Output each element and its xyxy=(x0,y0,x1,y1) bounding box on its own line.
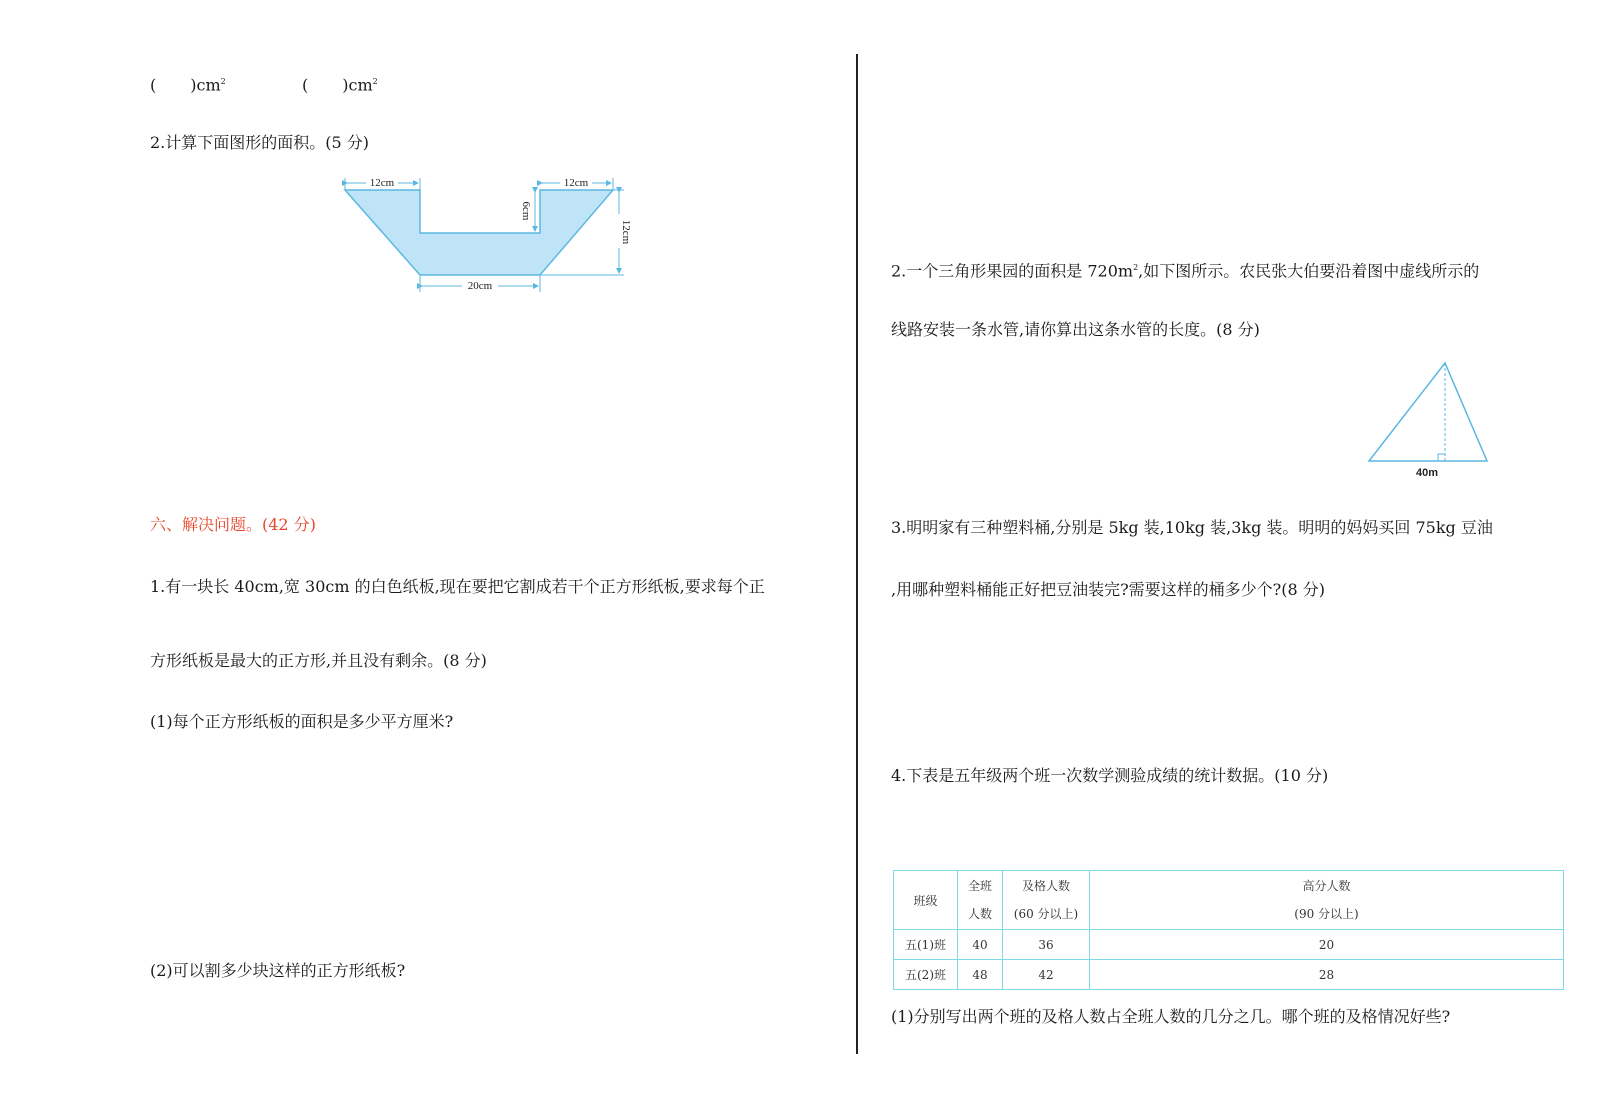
outer-height-label: 12cm xyxy=(620,219,632,245)
header-text: 高分人数 xyxy=(1302,879,1351,893)
header-high-score xyxy=(1090,871,1564,930)
problem-1-subquestion-2: (2)可以割多少块这样的正方形纸板? xyxy=(150,961,406,980)
shape-fill xyxy=(345,190,613,275)
area-answer-blank-1 xyxy=(150,72,226,95)
question-2-title: 2.计算下面图形的面积。(5 分) xyxy=(150,133,370,152)
blank-close-paren: ) xyxy=(190,75,197,95)
triangle-outline xyxy=(1369,363,1487,461)
header-pass xyxy=(1003,871,1090,930)
table-header-row xyxy=(894,871,1564,930)
bottom-dimension-label: 20cm xyxy=(467,280,493,292)
column-divider xyxy=(856,54,858,1054)
problem-4-subquestion-1: (1)分别写出两个班的及格人数占全班人数的几分之几。哪个班的及格情况好些? xyxy=(891,1007,1451,1026)
header-text: 全班 xyxy=(967,879,992,893)
problem-2-line-1-text: 2.一个三角形果园的面积是 720m xyxy=(891,261,1134,281)
blank-unit: cm xyxy=(348,75,373,95)
problem-1-subquestion-1: (1)每个正方形纸板的面积是多少平方厘米? xyxy=(150,712,454,731)
top-left-dimension-label: 12cm xyxy=(369,177,395,189)
blank-open-paren: ( xyxy=(150,75,157,95)
problem-4-title: 4.下表是五年级两个班一次数学测验成绩的统计数据。(10 分) xyxy=(891,766,1329,785)
triangle-base-label: 40m xyxy=(1415,467,1439,479)
problem-3-line-1: 3.明明家有三种塑料桶,分别是 5kg 装,10kg 装,3kg 装。明明的妈妈买回 75kg 豆油 xyxy=(891,518,1493,537)
table-cell: 五(1)班 xyxy=(894,930,958,960)
compound-shape-figure xyxy=(330,170,630,300)
area-answer-blank-2 xyxy=(302,72,378,95)
score-statistics-table xyxy=(893,870,1564,990)
table-cell: 42 xyxy=(1003,960,1090,990)
table-cell: 36 xyxy=(1003,930,1090,960)
problem-1-line-2: 方形纸板是最大的正方形,并且没有剩余。(8 分) xyxy=(150,651,487,670)
top-right-dimension-label: 12cm xyxy=(563,177,589,189)
table-cell: 20 xyxy=(1090,930,1564,960)
problem-1-line-1: 1.有一块长 40cm,宽 30cm 的白色纸板,现在要把它割成若干个正方形纸板,要求每个正 xyxy=(150,577,765,596)
table-cell: 40 xyxy=(958,930,1003,960)
blank-unit-exponent: 2 xyxy=(220,77,226,86)
section-6-heading: 六、解决问题。(42 分) xyxy=(150,515,316,534)
blank-open-paren: ( xyxy=(302,75,309,95)
header-text: 人数 xyxy=(967,907,992,921)
table-cell: 28 xyxy=(1090,960,1564,990)
table-cell: 48 xyxy=(958,960,1003,990)
problem-2-line-2: 线路安装一条水管,请你算出这条水管的长度。(8 分) xyxy=(891,320,1260,339)
header-text: 及格人数 xyxy=(1021,879,1070,893)
orchard-triangle-figure xyxy=(1365,355,1495,480)
right-angle-mark xyxy=(1438,454,1445,461)
table-row xyxy=(894,960,1564,990)
problem-2-line-1-rest: ,如下图所示。农民张大伯要沿着图中虚线所示的 xyxy=(1138,261,1480,281)
header-text: 班级 xyxy=(913,893,938,908)
area-unit-exponent: 2 xyxy=(1133,263,1139,272)
problem-2-line-1 xyxy=(891,258,1479,281)
header-text: (90 分以上) xyxy=(1294,907,1359,921)
header-text: (60 分以上) xyxy=(1013,907,1079,921)
header-class xyxy=(894,871,958,930)
blank-unit: cm xyxy=(196,75,221,95)
blank-unit-exponent: 2 xyxy=(372,77,378,86)
header-total xyxy=(958,871,1003,930)
problem-3-line-2: ,用哪种塑料桶能正好把豆油装完?需要这样的桶多少个?(8 分) xyxy=(891,580,1325,599)
table-row xyxy=(894,930,1564,960)
table-cell: 五(2)班 xyxy=(894,960,958,990)
inner-height-label: 6cm xyxy=(520,201,532,221)
blank-close-paren: ) xyxy=(342,75,349,95)
